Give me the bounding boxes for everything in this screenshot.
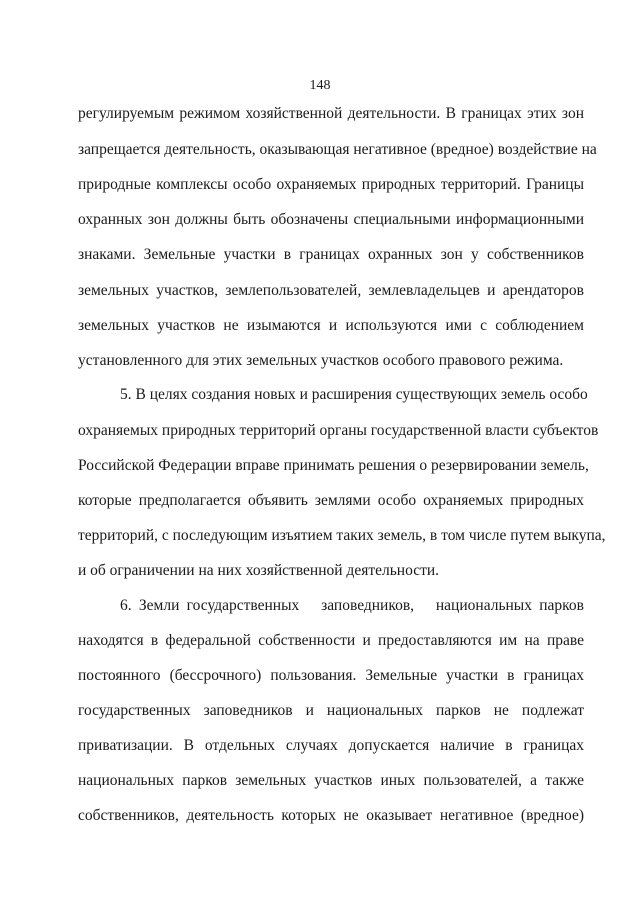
text-line: собственников, деятельность которых не оказывает негативное (вредное) xyxy=(78,807,584,824)
page-number: 148 xyxy=(309,78,331,93)
text-line: государственных заповедников и национальных парков не подлежат xyxy=(78,702,584,719)
text-line: запрещается деятельность, оказывающая негативное (вредное) воздействие на xyxy=(78,141,597,158)
text-line: находятся в федеральной собственности и предоставляются им на праве xyxy=(78,632,584,649)
text-line: регулируемым режимом хозяйственной деятельности. В границах этих зон xyxy=(78,105,584,122)
text-line: постоянного (бессрочного) пользования. Земельные участки в границах xyxy=(78,667,584,684)
text-line: установленного для этих земельных участков особого правового режима. xyxy=(78,352,564,369)
text-line: Российской Федерации вправе принимать решения о резервировании земель, xyxy=(78,457,589,474)
text-line: земельных участков, землепользователей, землевладельцев и арендаторов xyxy=(78,282,584,299)
text-line: охранных зон должны быть обозначены специальными информационными xyxy=(78,211,584,228)
text-line: которые предполагается объявить землями особо охраняемых природных xyxy=(78,492,584,509)
text-line: знаками. Земельные участки в границах охранных зон у собственников xyxy=(78,246,584,263)
text-line: охраняемых природных территорий органы государственной власти субъектов xyxy=(78,422,599,439)
paragraph-first-line: 5. В целях создания новых и расширения существующих земель особо xyxy=(120,386,588,403)
text-line: приватизации. В отдельных случаях допускается наличие в границах xyxy=(78,737,584,754)
text-line: природные комплексы особо охраняемых природных территорий. Границы xyxy=(78,176,584,193)
text-line: земельных участков не изымаются и используются ими с соблюдением xyxy=(78,317,584,334)
text-line: национальных парков земельных участков иных пользователей, а также xyxy=(78,772,584,789)
text-line: территорий, с последующим изъятием таких земель, в том числе путем выкупа, xyxy=(78,527,606,544)
text-line: и об ограничении на них хозяйственной деятельности. xyxy=(78,562,440,579)
paragraph-first-line: 6. Земли государственных заповедников, национальных парков xyxy=(120,597,584,614)
